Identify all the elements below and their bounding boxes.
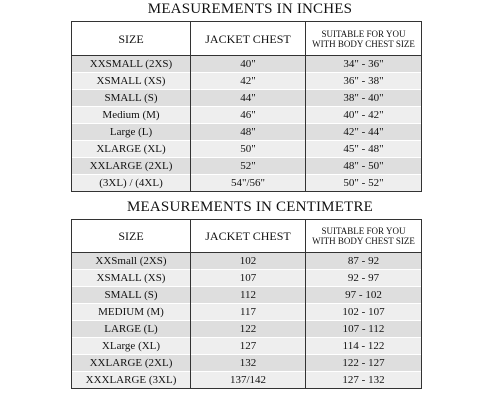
- inches-size-table: [71, 21, 422, 192]
- size-cell: XXSmall (2XS): [72, 253, 191, 270]
- table-row: [72, 107, 422, 124]
- centimetre-title: MEASUREMENTS IN CENTIMETRE: [126, 199, 374, 215]
- jacket-chest-cell: 117: [191, 304, 306, 321]
- centimetre-size-table: [71, 219, 422, 389]
- suitable-cell: 107 - 112: [306, 321, 422, 338]
- size-cell: XXXLARGE (3XL): [72, 372, 191, 389]
- jacket-chest-cell: 50": [191, 141, 306, 158]
- jacket-chest-cell: 137/142: [191, 372, 306, 389]
- suitable-cell: 38" - 40": [306, 90, 422, 107]
- jacket-chest-cell: 42": [191, 73, 306, 90]
- jacket-chest-cell: 54"/56": [191, 175, 306, 192]
- suitable-cell: 102 - 107: [306, 304, 422, 321]
- table-header-row: [72, 22, 422, 56]
- suitable-cell: 34" - 36": [306, 56, 422, 73]
- suitable-header-line1: SUITABLE FOR YOU: [321, 226, 406, 236]
- size-cell: Large (L): [72, 124, 191, 141]
- suitable-header-line1: SUITABLE FOR YOU: [321, 28, 406, 39]
- table-row: [72, 90, 422, 107]
- table-row: [72, 141, 422, 158]
- jacket-chest-cell: 44": [191, 90, 306, 107]
- suitable-column-header: [306, 220, 422, 253]
- table-row: [72, 253, 422, 270]
- suitable-cell: 122 - 127: [306, 355, 422, 372]
- suitable-cell: 36" - 38": [306, 73, 422, 90]
- jacket-chest-cell: 52": [191, 158, 306, 175]
- jacket-chest-cell: 132: [191, 355, 306, 372]
- suitable-cell: 50" - 52": [306, 175, 422, 192]
- suitable-cell: 87 - 92: [306, 253, 422, 270]
- size-cell: Medium (M): [72, 107, 191, 124]
- table-row: [72, 321, 422, 338]
- size-cell: XXLARGE (2XL): [72, 158, 191, 175]
- table-row: [72, 338, 422, 355]
- size-cell: XSMALL (XS): [72, 270, 191, 287]
- suitable-header-line2: WITH BODY CHEST SIZE: [312, 38, 415, 49]
- size-cell: MEDIUM (M): [72, 304, 191, 321]
- jacket-chest-column-header: JACKET CHEST: [191, 22, 306, 56]
- size-cell: XLARGE (XL): [72, 141, 191, 158]
- size-cell: LARGE (L): [72, 321, 191, 338]
- size-cell: (3XL) / (4XL): [72, 175, 191, 192]
- suitable-cell: 45" - 48": [306, 141, 422, 158]
- size-column-header: SIZE: [72, 220, 191, 253]
- size-cell: XXSMALL (2XS): [72, 56, 191, 73]
- jacket-chest-cell: 40": [191, 56, 306, 73]
- table-row: [72, 304, 422, 321]
- table-row: [72, 287, 422, 304]
- size-column-header: SIZE: [72, 22, 191, 56]
- suitable-cell: 92 - 97: [306, 270, 422, 287]
- table-row: [72, 372, 422, 389]
- jacket-chest-cell: 107: [191, 270, 306, 287]
- size-cell: SMALL (S): [72, 287, 191, 304]
- suitable-header-line2: WITH BODY CHEST SIZE: [312, 236, 415, 246]
- suitable-cell: 114 - 122: [306, 338, 422, 355]
- table-row: [72, 73, 422, 90]
- table-header-row: [72, 220, 422, 253]
- suitable-cell: 40" - 42": [306, 107, 422, 124]
- suitable-cell: 48" - 50": [306, 158, 422, 175]
- jacket-chest-column-header: JACKET CHEST: [191, 220, 306, 253]
- table-row: [72, 355, 422, 372]
- table-row: [72, 158, 422, 175]
- jacket-chest-cell: 122: [191, 321, 306, 338]
- jacket-chest-cell: 102: [191, 253, 306, 270]
- jacket-chest-cell: 127: [191, 338, 306, 355]
- size-cell: SMALL (S): [72, 90, 191, 107]
- table-row: [72, 56, 422, 73]
- suitable-column-header: [306, 22, 422, 56]
- suitable-cell: 127 - 132: [306, 372, 422, 389]
- table-row: [72, 124, 422, 141]
- table-row: [72, 175, 422, 192]
- size-cell: XXLARGE (2XL): [72, 355, 191, 372]
- jacket-chest-cell: 48": [191, 124, 306, 141]
- jacket-chest-cell: 46": [191, 107, 306, 124]
- table-row: [72, 270, 422, 287]
- size-cell: XSMALL (XS): [72, 73, 191, 90]
- inches-title: MEASUREMENTS IN INCHES: [147, 1, 353, 17]
- suitable-cell: 97 - 102: [306, 287, 422, 304]
- jacket-chest-cell: 112: [191, 287, 306, 304]
- size-cell: XLarge (XL): [72, 338, 191, 355]
- suitable-cell: 42" - 44": [306, 124, 422, 141]
